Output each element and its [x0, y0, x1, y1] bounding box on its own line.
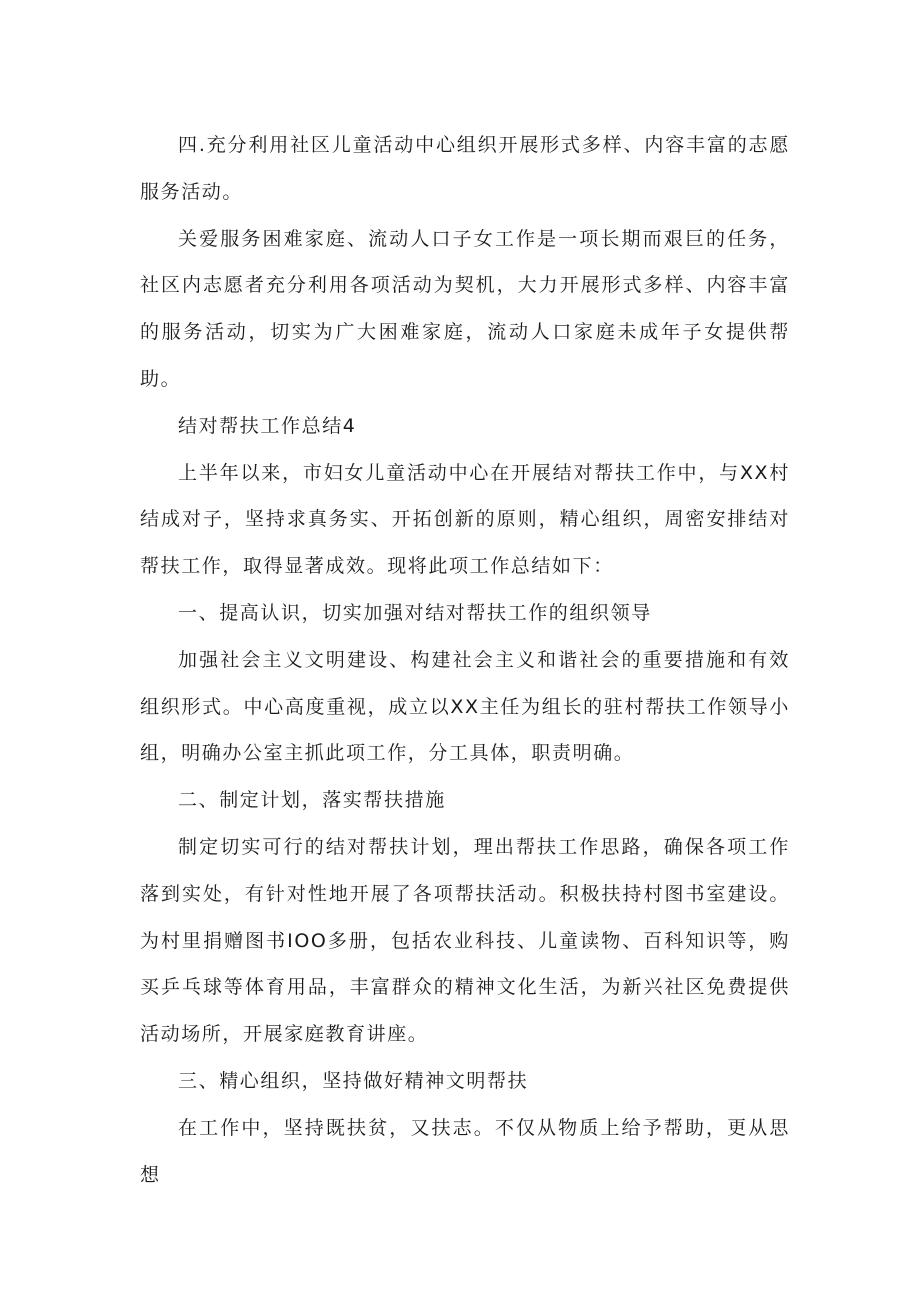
heading-point-one: 一、提高认识，切实加强对结对帮扶工作的组织领导	[178, 601, 652, 624]
section-title-summary-4: 结对帮扶工作总结4	[178, 414, 357, 437]
paragraph-point-one: 加强社会主义文明建设、构建社会主义和谐社会的重要措施和有效组织形式。中心高度重视，成立以XX主任为组长的驻村帮扶工作领导小组，明确办公室主抓此项工作，分工具体，职责明确。	[140, 648, 790, 765]
heading-point-three: 三、精心组织，坚持做好精神文明帮扶	[178, 1069, 529, 1092]
heading-point-two: 二、制定计划，落实帮扶措施	[178, 789, 446, 812]
document-body	[140, 122, 790, 1198]
paragraph-care-services: 关爱服务困难家庭、流动人口子女工作是一项长期而艰巨的任务，社区内志愿者充分利用各项活动为契机，大力开展形式多样、内容丰富的服务活动，切实为广大困难家庭，流动人口家庭未成年子女提供帮助。	[140, 227, 790, 390]
paragraph-intro: 上半年以来，市妇女儿童活动中心在开展结对帮扶工作中，与XX村结成对子，坚持求真务实、开拓创新的原则，精心组织，周密安排结对帮扶工作，取得显著成效。现将此项工作总结如下：	[140, 461, 790, 578]
paragraph-point-two: 制定切实可行的结对帮扶计划，理出帮扶工作思路，确保各项工作落到实处，有针对性地开展了各项帮扶活动。积极扶持村图书室建设。为村里捐赠图书IOO多册，包括农业科技、儿童读物、百科知识等，购买乒乓球等体育用品，丰富群众的精神文化生活，为新兴社区免费提供活动场所，开展家庭教育讲座。	[140, 835, 790, 1046]
paragraph-point-three: 在工作中，坚持既扶贫，又扶志。不仅从物质上给予帮助，更从思想	[140, 1116, 790, 1186]
paragraph-section-four: 四.充分利用社区儿童活动中心组织开展形式多样、内容丰富的志愿服务活动。	[140, 134, 790, 203]
